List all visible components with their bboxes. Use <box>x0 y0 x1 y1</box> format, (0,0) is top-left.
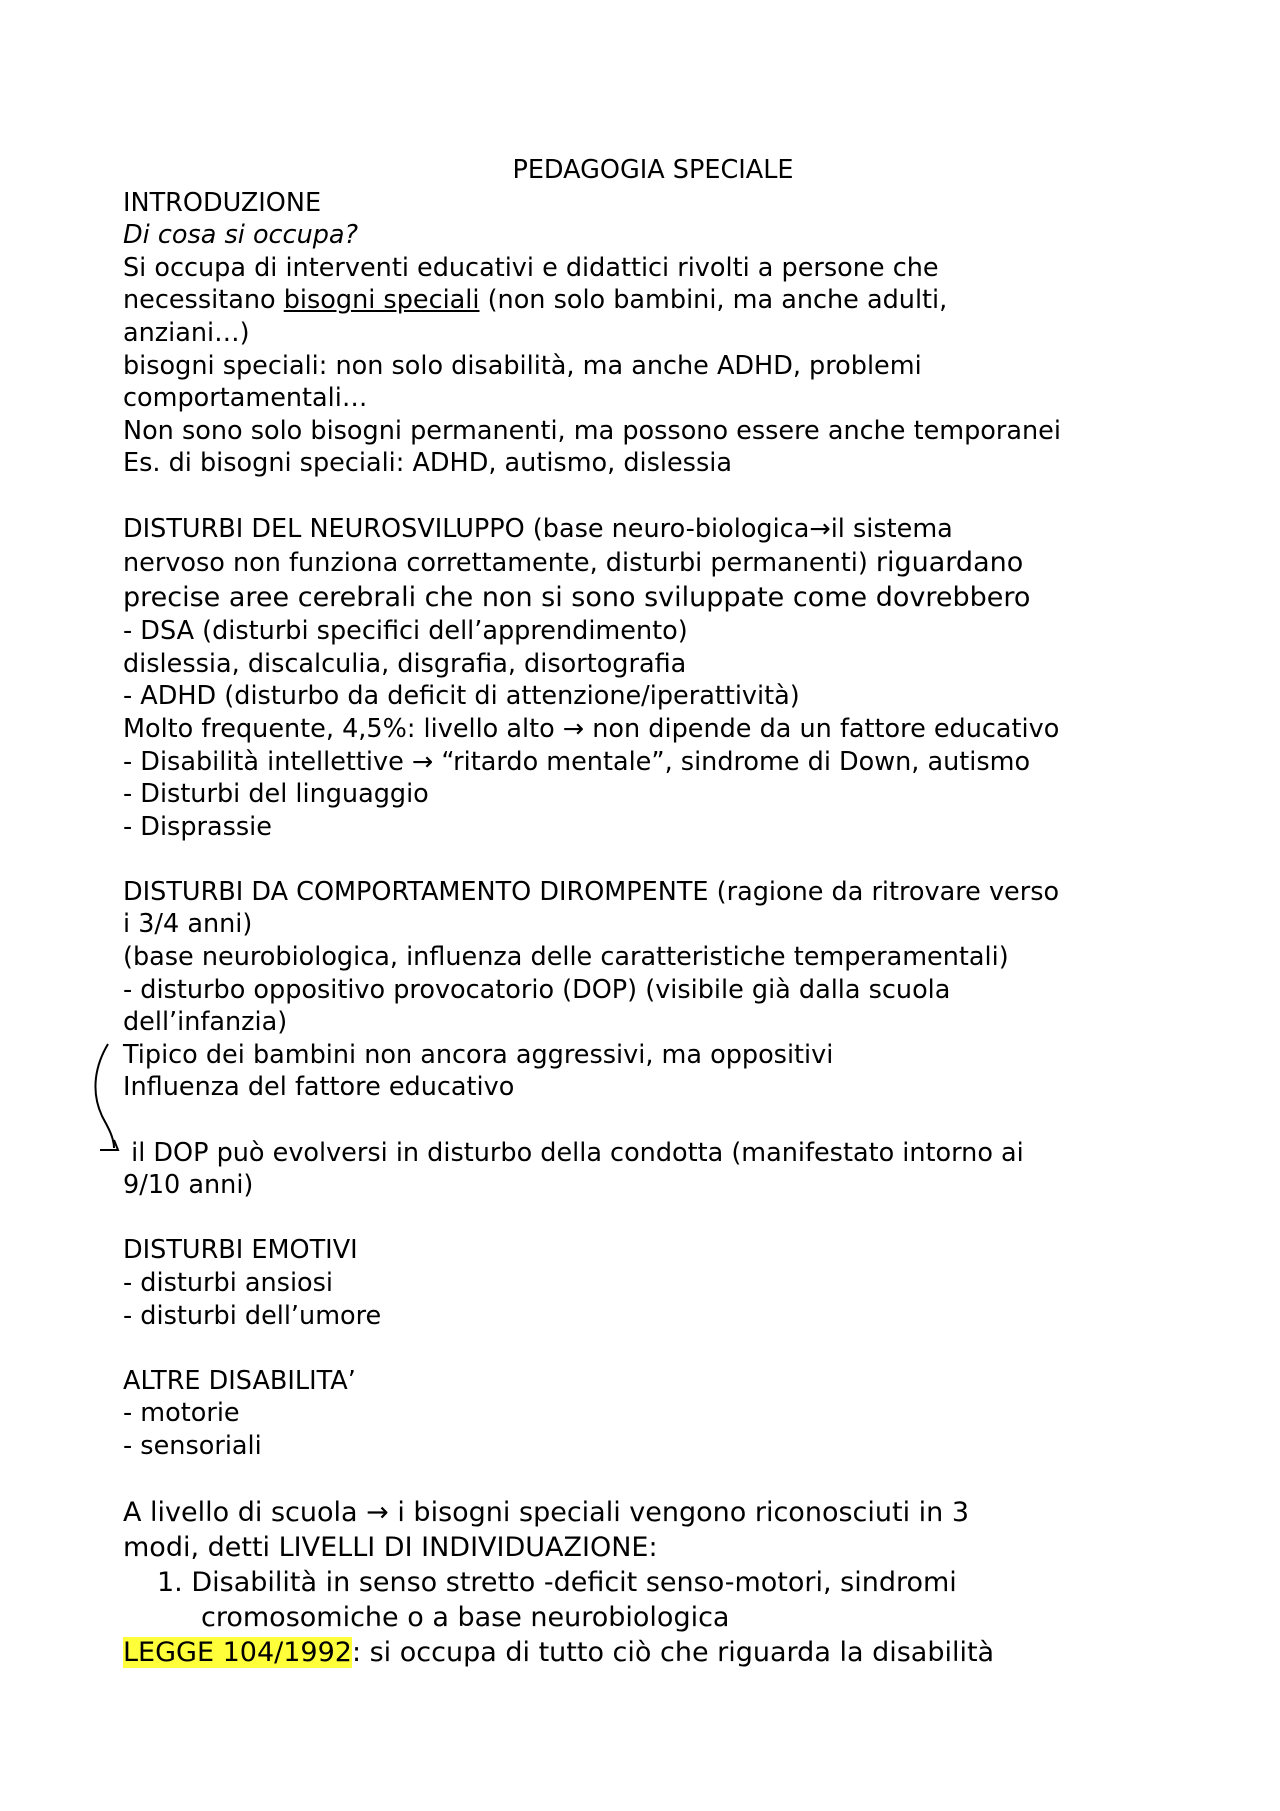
intro-question: Di cosa si occupa? <box>123 220 359 251</box>
dirompente-line: dell’infanzia) <box>123 1007 288 1038</box>
emotivi-heading: DISTURBI EMOTIVI <box>123 1235 358 1266</box>
text-span: necessitano <box>123 285 284 316</box>
text-span: Disabilità in senso stretto -deficit senso-motori, sindromi <box>191 1567 957 1599</box>
text-span: il DOP può evolversi in disturbo della condotta (manifestato intorno ai <box>131 1137 1024 1168</box>
dirompente-line: i 3/4 anni) <box>123 909 253 940</box>
scuola-line: A livello di scuola → i bisogni speciali vengono riconosciuti in 3 <box>123 1497 970 1529</box>
scuola-line: modi, detti LIVELLI DI INDIVIDUAZIONE: <box>123 1532 658 1564</box>
altre-heading: ALTRE DISABILITA’ <box>123 1365 356 1396</box>
neuro-line: dislessia, discalculia, disgrafia, disortografia <box>123 648 687 679</box>
emotivi-line: - disturbi ansiosi <box>123 1268 334 1298</box>
blank-line <box>123 480 1183 513</box>
dirompente-line <box>123 1137 1183 1170</box>
legge-line <box>123 1635 1183 1670</box>
dirompente-line: (base neurobiologica, influenza delle caratteristiche temperamentali) <box>123 942 1009 973</box>
dirompente-heading: DISTURBI DA COMPORTAMENTO DIROMPENTE (ragione da ritrovare verso <box>123 876 1060 907</box>
intro-line: comportamentali… <box>123 383 368 414</box>
blank-line <box>123 1332 1183 1365</box>
highlighted-law: LEGGE 104/1992 <box>123 1637 352 1669</box>
dirompente-line: 9/10 anni) <box>123 1170 254 1201</box>
text-span: : si occupa di tutto ciò che riguarda la disabilità <box>351 1637 995 1669</box>
hand-drawn-arrow-icon <box>90 1040 140 1160</box>
text-span: (non solo bambini, ma anche adulti, <box>479 285 948 316</box>
emotivi-line: - disturbi dell’umore <box>123 1300 382 1331</box>
intro-line: Es. di bisogni speciali: ADHD, autismo, dislessia <box>123 448 732 479</box>
text-span: nervoso non funziona correttamente, disturbi permanenti) <box>123 548 876 579</box>
intro-heading: INTRODUZIONE <box>123 187 322 218</box>
altre-line: - motorie <box>123 1398 240 1429</box>
neuro-line: precise aree cerebrali che non si sono sviluppate come dovrebbero <box>123 582 1031 614</box>
text-span: riguardano <box>875 547 1024 579</box>
blank-line <box>123 1463 1183 1496</box>
blank-line <box>123 843 1183 876</box>
neuro-line: - DSA (disturbi specifici dell’apprendimento) <box>123 616 688 647</box>
underlined-term: bisogni speciali <box>283 285 480 316</box>
intro-line: Non sono solo bisogni permanenti, ma possono essere anche temporanei <box>123 415 1061 446</box>
blank-line <box>123 1202 1183 1235</box>
intro-line: Si occupa di interventi educativi e didattici rivolti a persone che <box>123 252 939 283</box>
numbered-item <box>123 1565 1183 1600</box>
dirompente-line: Tipico dei bambini non ancora aggressivi, ma oppositivi <box>123 1039 834 1070</box>
numbered-item-continuation: cromosomiche o a base neurobiologica <box>201 1602 730 1634</box>
intro-line <box>123 284 1183 317</box>
dirompente-line: - disturbo oppositivo provocatorio (DOP) (visibile già dalla scuola <box>123 974 951 1005</box>
neuro-heading: DISTURBI DEL NEUROSVILUPPO (base neuro-biologica→il sistema <box>123 513 953 544</box>
neuro-line: Molto frequente, 4,5%: livello alto → non dipende da un fattore educativo <box>123 713 1060 744</box>
document-page <box>123 154 1183 1670</box>
altre-line: - sensoriali <box>123 1430 262 1461</box>
document-title: PEDAGOGIA SPECIALE <box>512 155 794 185</box>
item-number: 1. <box>157 1567 183 1599</box>
intro-line: anziani…) <box>123 317 250 348</box>
neuro-line: - ADHD (disturbo da deficit di attenzione/iperattività) <box>123 681 800 712</box>
intro-line: bisogni speciali: non solo disabilità, ma anche ADHD, problemi <box>123 350 922 381</box>
dirompente-line: Influenza del fattore educativo <box>123 1072 515 1103</box>
neuro-line <box>123 545 1183 580</box>
blank-line <box>123 1104 1183 1137</box>
neuro-line: - Disturbi del linguaggio <box>123 779 429 810</box>
neuro-line: - Disabilità intellettive → “ritardo mentale”, sindrome di Down, autismo <box>123 746 1031 777</box>
neuro-line: - Disprassie <box>123 811 272 842</box>
